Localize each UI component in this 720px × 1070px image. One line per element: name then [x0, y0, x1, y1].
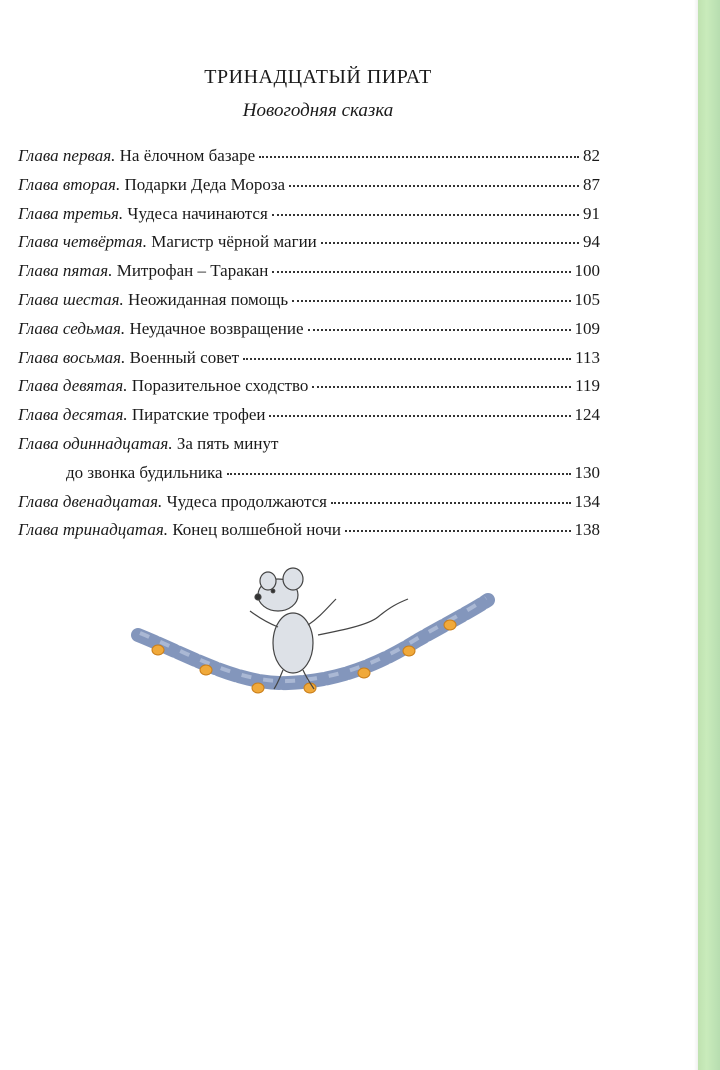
- page-number: 124: [574, 405, 600, 425]
- page-number: 130: [574, 462, 600, 482]
- chapter-number: Глава пятая.: [18, 261, 113, 281]
- book-subtitle: Новогодняя сказка: [242, 100, 394, 121]
- toc-entry[interactable]: [18, 261, 600, 290]
- mouse-garland-svg: [128, 555, 508, 715]
- bead: [200, 665, 212, 675]
- toc-entry[interactable]: [18, 520, 600, 549]
- bead: [358, 668, 370, 678]
- chapter-title: Пиратские трофеи: [131, 405, 266, 425]
- bead: [304, 683, 316, 693]
- chapter-number: Глава девятая.: [18, 376, 128, 396]
- mouse-ear: [260, 572, 276, 590]
- chapter-number: Глава десятая.: [18, 405, 128, 425]
- page-number: 82: [583, 146, 600, 165]
- leader-dots: [321, 242, 579, 244]
- leader-dots: [292, 300, 570, 302]
- chapter-number: Глава первая.: [18, 146, 116, 165]
- mouse-arm: [308, 599, 336, 625]
- leader-dots: [272, 214, 579, 216]
- toc-entry[interactable]: [18, 290, 600, 319]
- mouse-body: [273, 613, 313, 673]
- chapter-title-continuation: до звонка будильника: [66, 462, 223, 482]
- page-number: 138: [574, 520, 600, 540]
- page-number: 105: [574, 289, 600, 309]
- page-number: 87: [583, 174, 600, 194]
- toc-entry[interactable]: [18, 146, 600, 175]
- chapter-title: На ёлочном базаре: [119, 146, 256, 165]
- book-title: ТРИНАДЦАТЫЙ ПИРАТ: [204, 66, 432, 88]
- toc-entry[interactable]: [18, 204, 600, 233]
- page-edge-shadow: [694, 0, 698, 1070]
- chapter-title: Конец волшебной ночи: [172, 520, 342, 540]
- chapter-number: Глава седьмая.: [18, 318, 126, 338]
- table-of-contents: [18, 146, 600, 549]
- leader-dots: [345, 530, 570, 532]
- bead: [444, 620, 456, 630]
- page-number: 113: [575, 347, 600, 367]
- chapter-title: Неожиданная помощь: [128, 289, 289, 309]
- chapter-title: Военный совет: [129, 347, 240, 367]
- page-number: 91: [583, 203, 600, 223]
- mouse-ear: [283, 568, 303, 590]
- page-number: 134: [574, 491, 600, 511]
- chapter-title: За пять минут: [176, 433, 279, 453]
- chapter-number: Глава вторая.: [18, 174, 121, 194]
- leader-dots: [308, 329, 571, 331]
- leader-dots: [269, 415, 570, 417]
- chapter-number: Глава двенадцатая.: [18, 491, 163, 511]
- green-page-edge: [698, 0, 720, 1070]
- leader-dots: [331, 502, 571, 504]
- leader-dots: [259, 156, 579, 158]
- leader-dots: [289, 185, 579, 187]
- chapter-title: Чудеса начинаются: [127, 203, 268, 223]
- leader-dots: [243, 358, 571, 360]
- toc-entry[interactable]: [18, 175, 600, 204]
- bead: [403, 646, 415, 656]
- chapter-title: Магистр чёрной магии: [151, 232, 317, 252]
- chapter-number: Глава тринадцатая.: [18, 520, 169, 540]
- leader-dots: [272, 271, 570, 273]
- toc-entry[interactable]: [18, 492, 600, 521]
- mouse-on-garland-illustration: [128, 555, 508, 715]
- toc-entry[interactable]: [18, 232, 600, 261]
- leader-dots: [227, 473, 571, 475]
- chapter-title: Поразительное сходство: [131, 376, 309, 396]
- bead: [152, 645, 164, 655]
- mouse-nose: [255, 594, 261, 600]
- page-number: 119: [575, 376, 600, 396]
- chapter-title: Митрофан – Таракан: [116, 261, 269, 281]
- chapter-number: Глава четвёртая.: [18, 232, 147, 252]
- chapter-number: Глава шестая.: [18, 289, 124, 309]
- chapter-title: Подарки Деда Мороза: [124, 174, 286, 194]
- chapter-number: Глава восьмая.: [18, 347, 126, 367]
- page-number: 94: [583, 232, 600, 252]
- page-number: 109: [574, 318, 600, 338]
- leader-dots: [312, 386, 571, 388]
- bead: [252, 683, 264, 693]
- chapter-title: Неудачное возвращение: [129, 318, 304, 338]
- toc-entry[interactable]: [18, 376, 600, 405]
- toc-entry[interactable]: [18, 319, 600, 348]
- chapter-number: Глава одиннадцатая.: [18, 433, 173, 453]
- mouse-eye: [271, 589, 275, 593]
- toc-entry[interactable]: [18, 434, 600, 463]
- toc-entry[interactable]: [18, 405, 600, 434]
- toc-entry[interactable]: [18, 348, 600, 377]
- mouse-arm: [250, 611, 278, 627]
- page-number: 100: [574, 261, 600, 281]
- toc-entry-continuation[interactable]: [18, 463, 600, 492]
- chapter-number: Глава третья.: [18, 203, 124, 223]
- chapter-title: Чудеса продолжаются: [166, 491, 327, 511]
